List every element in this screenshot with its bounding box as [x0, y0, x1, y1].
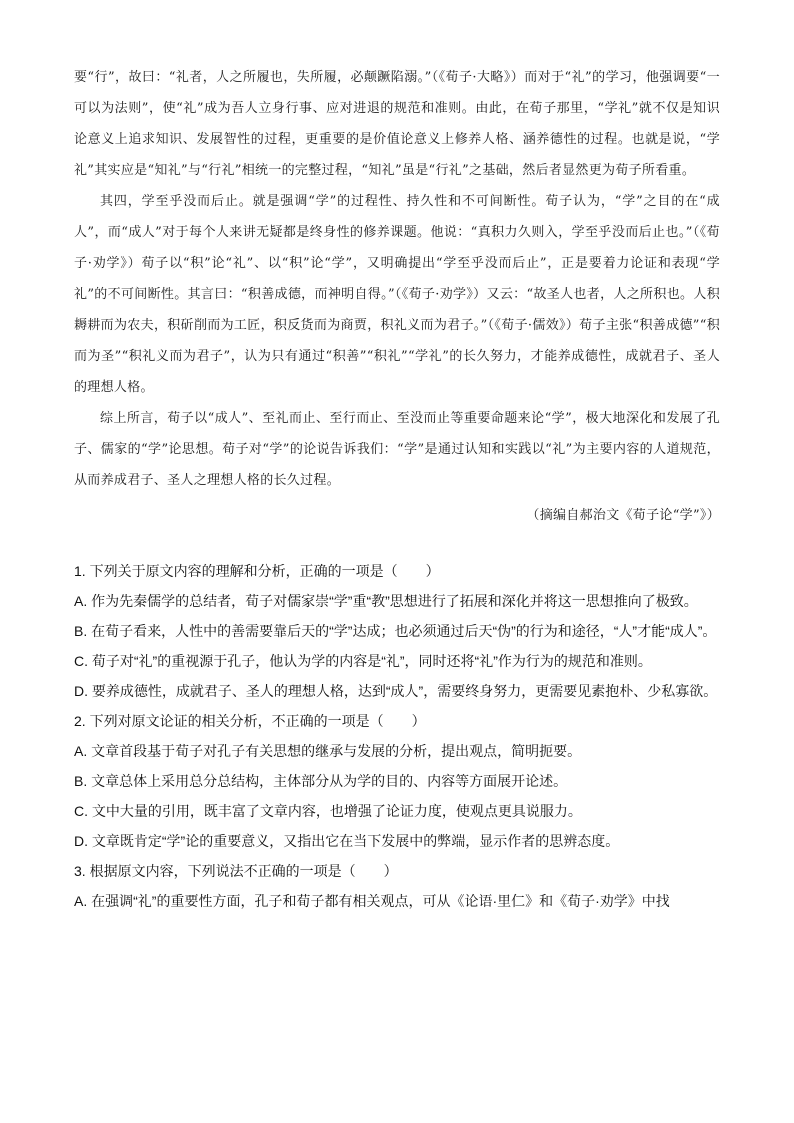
question-block — [74, 556, 720, 706]
question-block — [74, 706, 720, 856]
article-paragraph: 其四，学至乎没而后止。就是强调“学”的过程性、持久性和不可间断性。荀子认为，“学”之目的在“成人”，而“成人”对于每个人来讲无疑都是终身性的修养课题。他说：“真积力久则入，学至乎没而后止也。”（《荀子·劝学》）荀子以“积”论“礼”、以“积”论“学”，又明确提出“学至乎没而后止”，正是要着力论证和表现“学礼”的不可间断性。其言曰：“积善成德，而神明自得。”（《荀子·劝学》）又云：“故圣人也者，人之所积也。人积耨耕而为农夫，积斫削而为工匠，积反货而为商贾，积礼义而为君子。”（《荀子·儒效》）荀子主张“积善成德”“积而为圣”“积礼义而为君子”，认为只有通过“积善”“积礼”“学礼”的长久努力，才能养成德性，成就君子、圣人的理想人格。 — [74, 194, 720, 395]
article-source: （摘编自郝治文《荀子论“学”》） — [526, 508, 720, 523]
question-option: C. 荀子对“礼”的重视源于孔子，他认为学的内容是“礼”，同时还将“礼”作为行为的规范和准则。 — [74, 653, 652, 669]
question-option: C. 文中大量的引用，既丰富了文章内容，也增强了论证力度，使观点更具说服力。 — [74, 803, 582, 819]
question-stem: 2. 下列对原文论证的相关分析，不正确的一项是（ ） — [74, 713, 426, 729]
question-option: A. 作为先秦儒学的总结者，荀子对儒家崇“学”重“教”思想进行了拓展和深化并将这一思想推向了极致。 — [74, 593, 698, 609]
question-option: B. 在荀子看来，人性中的善需要靠后天的“学”达成；也必须通过后天“伪”的行为和途径，“人”才能“成人”。 — [74, 623, 717, 639]
question-option: B. 文章总体上采用总分总结构，主体部分从为学的目的、内容等方面展开论述。 — [74, 773, 568, 789]
question-block — [74, 856, 720, 916]
question-option: D. 文章既肯定“学”论的重要意义，又指出它在当下发展中的弊端，显示作者的思辨态度。 — [74, 833, 620, 849]
question-stem: 1. 下列关于原文内容的理解和分析，正确的一项是（ ） — [74, 563, 440, 579]
article-paragraph: 要“行”，故曰：“礼者，人之所履也，失所履，必颠蹶陷溺。”（《荀子·大略》）而对于“礼”的学习，他强调要“一可以为法则”，使“礼”成为吾人立身行事、应对进退的规范和准则。由此，在荀子那里，“学礼”就不仅是知识论意义上追求知识、发展智性的过程，更重要的是价值论意义上修养人格、涵养德性的过程。也就是说，“学礼”其实应是“知礼”与“行礼”相统一的完整过程，“知礼”虽是“行礼”之基础，然后者显然更为荀子所看重。 — [74, 70, 720, 178]
article-body — [74, 62, 720, 531]
question-stem: 3. 根据原文内容，下列说法不正确的一项是（ ） — [74, 863, 398, 879]
question-option: D. 要养成德性，成就君子、圣人的理想人格，达到“成人”，需要终身努力，更需要见素抱朴、少私寡欲。 — [74, 683, 718, 699]
question-option: A. 在强调“礼”的重要性方面，孔子和荀子都有相关观点，可从《论语·里仁》和《荀子·劝学》中找 — [74, 893, 670, 909]
article-paragraph: 综上所言，荀子以“成人”、至礼而止、至行而止、至没而止等重要命题来论“学”，极大地深化和发展了孔子、儒家的“学”论思想。荀子对“学”的论说告诉我们：“学”是通过认知和实践以“礼”为主要内容的人道规范，从而养成君子、圣人之理想人格的长久过程。 — [74, 411, 720, 488]
question-list — [74, 556, 720, 916]
question-option: A. 文章首段基于荀子对孔子有关思想的继承与发展的分析，提出观点，简明扼要。 — [74, 743, 582, 759]
